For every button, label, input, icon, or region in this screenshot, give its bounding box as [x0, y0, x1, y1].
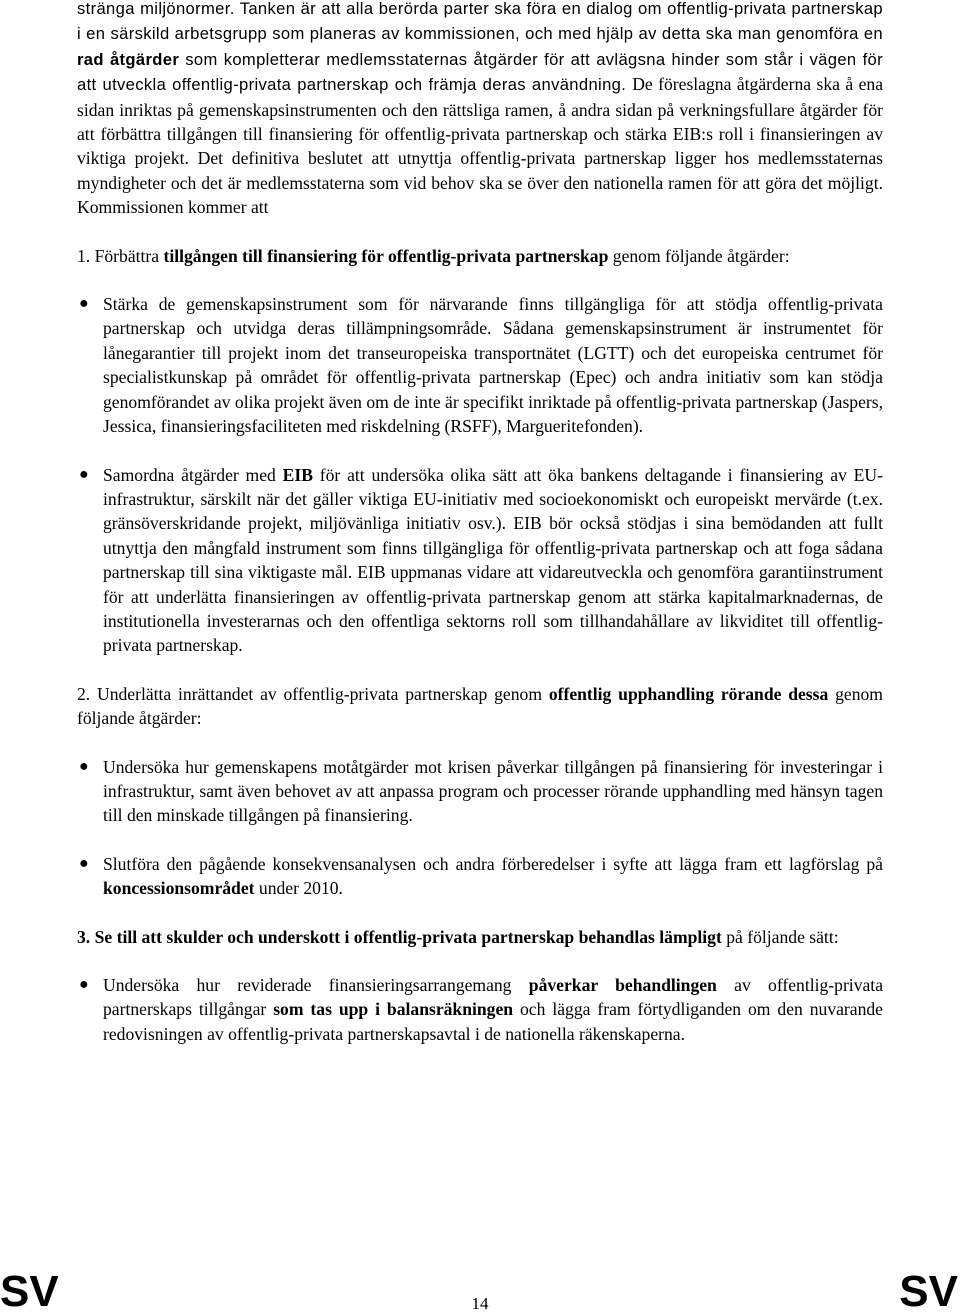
bullet-icon: ● [79, 976, 89, 993]
section-2-bullet-2: Slutföra den pågående konsekvensanalysen och andra förberedelser i syfte att lägga fram ett lagförslag på koncessionsområdet under 2010. [103, 853, 883, 899]
language-code-left: SV [0, 1267, 59, 1316]
intro-bold: rad åtgärder [77, 49, 180, 69]
section-1-bullet-2: Samordna åtgärder med EIB för att undersöka olika sätt att öka bankens deltagande i finansiering av EU-infrastruktur, särskilt när det gäller viktiga EU-initiativ med socioekonomiskt och europeiskt mervärde (t.ex. gränsöverskridande projekt, miljövänliga initiativ osv.). EIB bör också stödjas i sina bemödanden att fullt utnyttja den mångfald instrument som finns tillgängliga för offentlig-privata partnerskap och att foga sådana partnerskap till sina viktigaste mål. EIB uppmanas vidare att vidareutveckla och genomföra garantiinstrument för att underlätta finansieringen av offentlig-privata partnerskap genom att stärka kapitalmarknadernas, de institutionella investerarnas och den offentliga sektorns roll som tillhandahållare av likviditet till offentlig-privata partnerskap. [103, 464, 883, 656]
section-1-number: 1. Förbättra [77, 245, 164, 266]
section-1-bullet-1: Stärka de gemenskapsinstrument som för närvarande finns tillgängliga för att stödja offentlig-privata partnerskap och utvidga deras tillämpningsområde. Sådana gemenskapsinstrument är instrumentet för lånegarantier till projekt inom det transeuropeiska transportnätet (LGTT) och det europeiska centrumet för specialistkunskap på området för offentlig-privata partnerskap (Epec) och andra initiativ som kan stödja genomförandet av olika projekt även om de inte är specifikt inriktade på offentlig-privata partnerskap (Jaspers, Jessica, finansieringsfaciliteten med riskdelning (RSFF), Margueritefonden). [103, 294, 883, 437]
list-item [77, 292, 883, 438]
intro-text-4: De föreslagna åtgärderna ska å ena sidan inriktas på gemenskapsinstrumenten och den rättsliga ramen, å andra sidan på verkningsfullare åtgärder för att förbättra tillgången till finansiering för offentlig-privata partnerskap och stärka EIB:s roll i finansieringen av viktiga projekt. Det definitiva beslutet att utnyttja offentlig-privata partnerskap ligger hos medlemsstaternas myndigheter och det är medlemsstaterna som vid behov ska se över den nationella ramen för att göra det möjligt. Kommissionen kommer att [77, 74, 883, 218]
language-code-right: SV [899, 1267, 958, 1316]
section-1-heading [77, 244, 883, 268]
bullet-icon: ● [79, 854, 89, 872]
list-item [77, 973, 883, 1046]
document-body [77, 0, 883, 1046]
section-2-number: 2. Underlätta inrättandet av offentlig-privata partnerskap genom [77, 683, 549, 704]
eib-bold: EIB [282, 464, 313, 485]
section-3-bold: 3. Se till att skulder och underskott i offentlig-privata partnerskap behandlas lämpligt [77, 926, 722, 947]
section-2-rest: genom följande åtgärder: [77, 683, 883, 729]
section-2-bold: offentlig upphandling rörande dessa [548, 683, 829, 704]
section-2-heading [77, 682, 883, 731]
koncession-bold: koncessionsområdet [103, 878, 255, 899]
intro-text-3: som kompletterar medlemsstaternas åtgärder för att avlägsna hinder som står i vägen för att utveckla offentlig-privata partnerskap och främja deras användning. [77, 49, 883, 95]
intro-text-2: Tanken är att alla berörda parter ska föra en dialog om offentlig-privata partnerskap i en särskild arbetsgrupp som planeras av kommissionen, och med hjälp av detta ska man genomföra en [77, 0, 884, 44]
intro-text-1: stränga miljönormer. [77, 0, 240, 18]
section-1-bold: tillgången till finansiering för offentlig-privata partnerskap [163, 245, 609, 266]
list-item [77, 755, 883, 828]
bullet-icon: ● [79, 465, 89, 483]
list-item [77, 463, 883, 658]
section-3-bullet-1: Undersöka hur reviderade finansieringsarrangemang påverkar behandlingen av offentlig-privata partnerskaps tillgångar som tas upp i balansräkningen och lägga fram förtydliganden om den nuvarande redovisningen av offentlig-privata partnerskapsavtal i de nationella räkenskaperna. [103, 975, 884, 1044]
section-2-bullet-1: Undersöka hur gemenskapens motåtgärder mot krisen påverkar tillgången på finansiering för investeringar i infrastruktur, samt även behovet av att anpassa program och processer rörande upphandling med hänsyn tagen till den minskade tillgången på finansiering. [103, 756, 883, 826]
bullet-icon: ● [79, 295, 89, 313]
page-number: 14 [471, 1294, 489, 1313]
section-1-rest: genom följande åtgärder: [608, 245, 790, 266]
intro-paragraph [77, 0, 883, 220]
bullet-icon: ● [79, 757, 89, 775]
list-item [77, 852, 883, 901]
section-3-heading [77, 925, 883, 949]
section-3-rest: på följande sätt: [721, 926, 839, 947]
